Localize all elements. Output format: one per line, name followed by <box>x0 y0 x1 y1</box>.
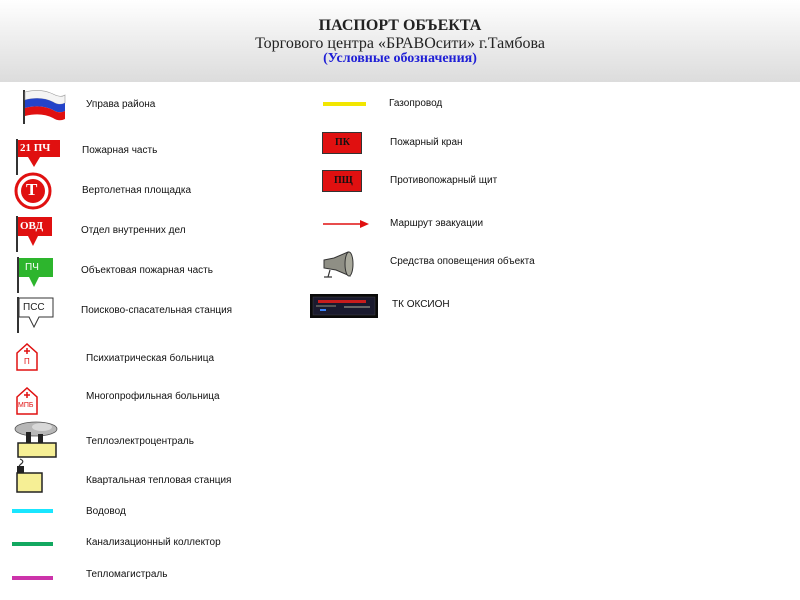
legend-label-loudspeaker: Средства оповещения объекта <box>390 256 535 267</box>
legend-label-police: Отдел внутренних дел <box>81 225 186 236</box>
legend-label-fire-hydrant: Пожарный кран <box>390 137 463 148</box>
legend-label-rescue-station: Поисково-спасательная станция <box>81 305 233 316</box>
legend-label-psychiatric-hospital: Психиатрическая больница <box>86 353 215 364</box>
gas-line-icon <box>323 102 366 106</box>
page-subtitle: Торгового центра «БРАВОсити» г.Тамбова <box>255 35 545 52</box>
title-banner <box>0 0 800 82</box>
fire-board-icon: ПЩ <box>322 170 362 192</box>
legend-label-object-fire-unit: Объектовая пожарная часть <box>81 265 213 276</box>
legend-label-helipad: Вертолетная площадка <box>82 185 192 196</box>
legend-label-heating-station: Квартальная тепловая станция <box>86 475 232 486</box>
legend-label-heat-main: Тепломагистраль <box>86 569 168 580</box>
fire-station-flag-icon: 21 ПЧ <box>14 137 62 177</box>
legend-label-general-hospital: Многопрофильная больница <box>86 391 220 402</box>
water-line-icon <box>12 509 53 513</box>
fire-hydrant-icon: ПК <box>322 132 362 154</box>
legend-label-fire-board: Противопожарный щит <box>390 175 498 186</box>
police-flag-icon: ОВД <box>14 214 54 254</box>
legend-label-power-plant: Теплоэлектроцентраль <box>86 436 194 447</box>
loudspeaker-icon <box>320 250 356 280</box>
power-plant-icon <box>12 418 60 458</box>
legend-label-evacuation-route: Маршрут эвакуации <box>390 218 484 229</box>
legend-label-fire-station: Пожарная часть <box>82 145 158 156</box>
legend-caption: (Условные обозначения) <box>323 51 477 66</box>
legend-label-ticker-screen: ТК ОКСИОН <box>392 299 450 310</box>
evacuation-arrow-icon <box>322 218 370 230</box>
heating-station-icon <box>14 458 44 494</box>
psychiatric-hospital-icon: П <box>15 343 39 371</box>
helipad-icon: Т <box>14 172 52 210</box>
heat-main-line-icon <box>12 576 53 580</box>
legend-label-sewer-line: Канализационный коллектор <box>86 537 221 548</box>
ticker-screen-icon <box>310 294 378 318</box>
legend-label-district-council: Управа района <box>86 99 156 110</box>
legend-label-water-line: Водовод <box>86 506 126 517</box>
page-title: ПАСПОРТ ОБЪЕКТА <box>318 17 482 34</box>
legend-label-gas-line: Газопровод <box>389 98 443 109</box>
general-hospital-icon: МПБ <box>15 387 39 415</box>
object-fire-unit-flag-icon: ПЧ <box>15 255 55 295</box>
sewer-line-icon <box>12 542 53 546</box>
russian-flag-icon <box>19 88 67 126</box>
rescue-station-flag-icon: ПСС <box>15 295 55 335</box>
